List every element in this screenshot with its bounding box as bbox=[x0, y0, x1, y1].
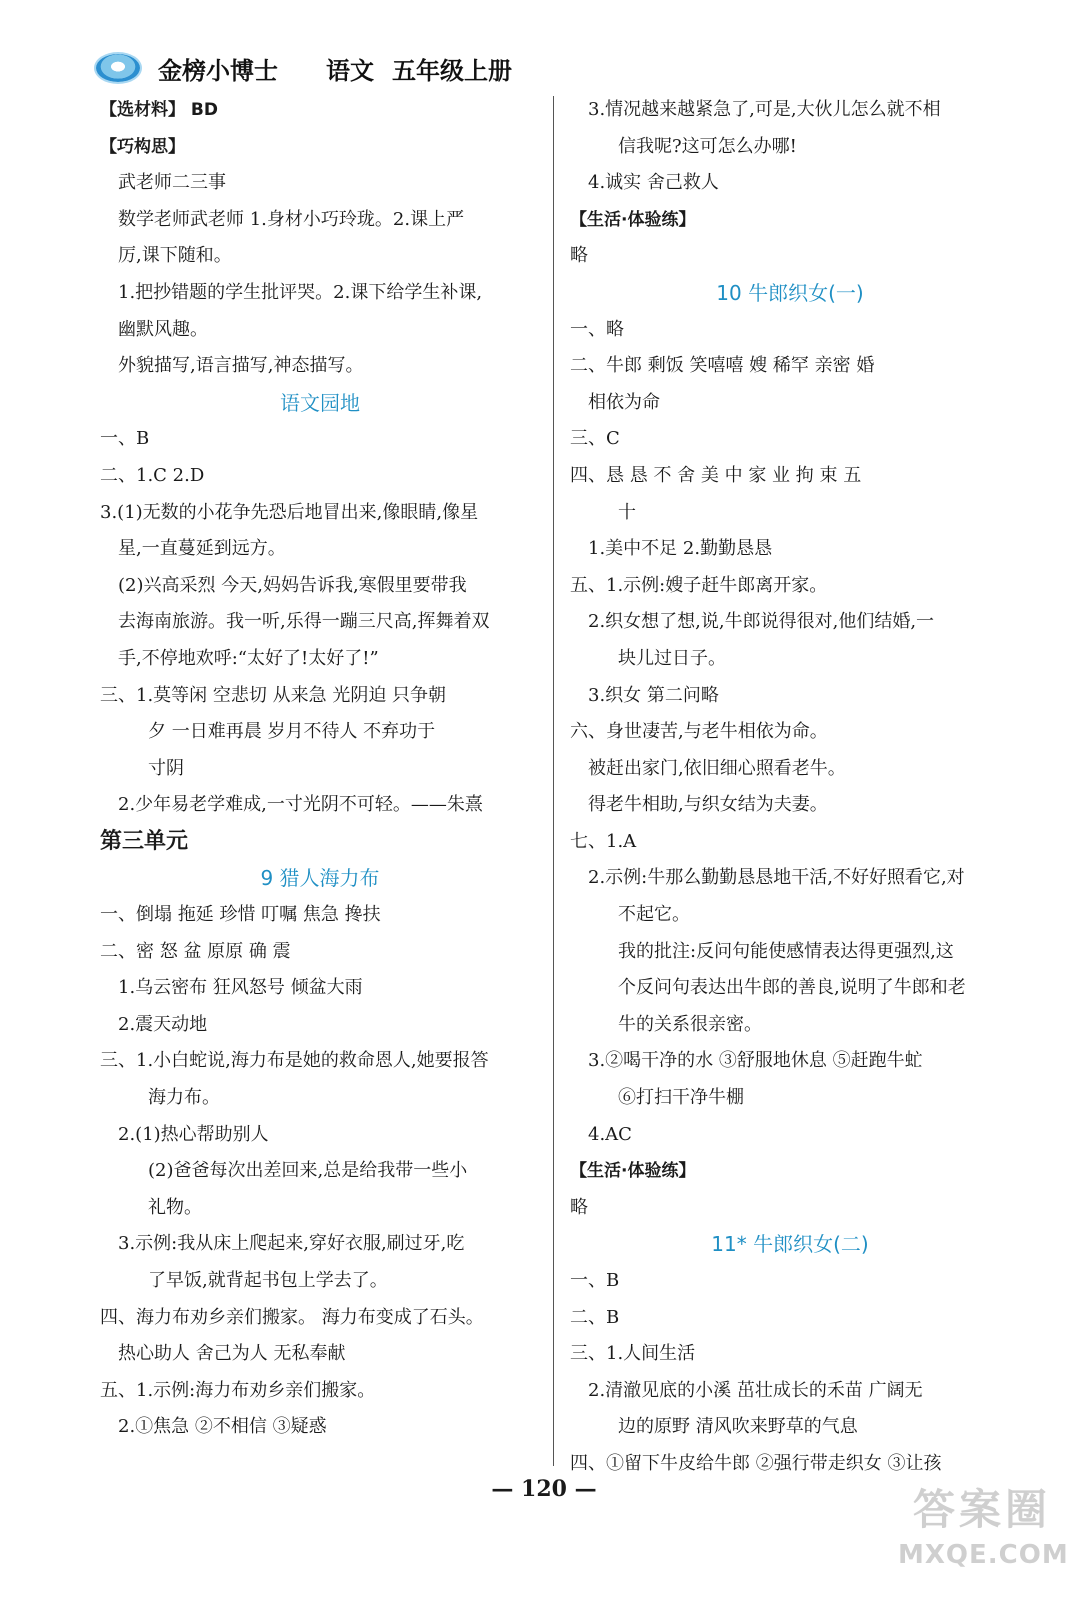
answer-line: 一、倒塌 拖延 珍惜 叮嘱 焦急 搀扶 bbox=[100, 904, 381, 926]
answer-line: 一、B bbox=[570, 1270, 620, 1291]
answer-line: 略 bbox=[570, 1196, 588, 1218]
page-number: — 120 — bbox=[491, 1476, 597, 1502]
answer-line: 3.情况越来越紧急了,可是,大伙儿怎么就不相 bbox=[588, 99, 941, 120]
answer-line: 二、牛郎 剩饭 笑嘻嘻 嫂 稀罕 亲密 婚 bbox=[570, 355, 875, 377]
page-header bbox=[96, 48, 512, 88]
header-grade: 五年级上册 bbox=[392, 56, 512, 85]
answer-line: 四、①留下牛皮给牛郎 ②强行带走织女 ③让孩 bbox=[570, 1452, 942, 1474]
answer-line: 热心助人 舍己为人 无私奉献 bbox=[118, 1343, 346, 1365]
answer-line: 去海南旅游。我一听,乐得一蹦三尺高,挥舞着双 bbox=[118, 611, 490, 633]
answer-line: 一、略 bbox=[570, 318, 624, 340]
section-label: 【生活·体验练】 bbox=[570, 1161, 696, 1182]
header-subject: 语文 bbox=[326, 56, 374, 85]
watermark bbox=[898, 1482, 1069, 1590]
answer-line: 二、B bbox=[570, 1306, 620, 1328]
answer-line: 了早饭,就背起书包上学去了。 bbox=[148, 1270, 388, 1291]
answer-line: 3.示例:我从床上爬起来,穿好衣服,刷过牙,吃 bbox=[118, 1233, 465, 1255]
answer-line: 2.清澈见底的小溪 茁壮成长的禾苗 广阔无 bbox=[588, 1379, 923, 1401]
answer-line: 三、C bbox=[570, 428, 620, 450]
answer-line: 信我呢?这可怎么办哪! bbox=[618, 135, 797, 157]
book-logo-icon bbox=[96, 54, 140, 82]
answer-line: ⑥打扫干净牛棚 bbox=[618, 1087, 744, 1109]
answer-line: 相依为命 bbox=[588, 391, 660, 413]
section-label: 【生活·体验练】 bbox=[570, 209, 696, 230]
answer-line: 二、1.C 2.D bbox=[100, 464, 205, 486]
answer-line: 1.乌云密布 狂风怒号 倾盆大雨 bbox=[118, 977, 363, 999]
answer-line: 不起它。 bbox=[618, 904, 690, 926]
answer-line: 2.织女想了想,说,牛郎说得很对,他们结婚,一 bbox=[588, 611, 935, 633]
answer-line: (2)兴高采烈 今天,妈妈告诉我,寒假里要带我 bbox=[118, 574, 467, 596]
answer-line: 3.织女 第二问略 bbox=[588, 684, 719, 706]
section-label: 【选材料】 BD bbox=[100, 100, 218, 120]
right-column bbox=[570, 92, 1010, 1483]
answer-line: 块儿过日子。 bbox=[618, 647, 726, 669]
answer-line: 五、1.示例:嫂子赶牛郎离开家。 bbox=[570, 574, 828, 596]
column-divider bbox=[553, 96, 554, 1466]
answer-line: 厉,课下随和。 bbox=[118, 245, 232, 267]
left-column bbox=[100, 92, 540, 1446]
answer-line: 五、1.示例:海力布劝乡亲们搬家。 bbox=[100, 1379, 376, 1401]
answer-line: 寸阴 bbox=[148, 757, 184, 779]
answer-line: 2.①焦急 ②不相信 ③疑惑 bbox=[118, 1416, 327, 1438]
answer-line: 边的原野 清风吹来野草的气息 bbox=[618, 1416, 858, 1438]
answer-line: 3.②喝干净的水 ③舒服地休息 ⑤赶跑牛虻 bbox=[588, 1050, 923, 1072]
watermark-url: MXQE.COM bbox=[898, 1540, 1069, 1570]
answer-line: 四、海力布劝乡亲们搬家。 海力布变成了石头。 bbox=[100, 1306, 484, 1328]
answer-line: 2.少年易老学难成,一寸光阴不可轻。——朱熹 bbox=[118, 794, 483, 816]
lesson-title: 9 猎人海力布 bbox=[260, 866, 380, 891]
lesson-title: 11* 牛郎织女(二) bbox=[711, 1232, 869, 1257]
answer-line: 牛的关系很亲密。 bbox=[618, 1013, 762, 1035]
answer-line: 略 bbox=[570, 245, 588, 267]
answer-line: 被赶出家门,依旧细心照看老牛。 bbox=[588, 757, 846, 779]
section-label: 【巧构思】 bbox=[100, 136, 185, 157]
header-brand: 金榜小博士 bbox=[158, 56, 278, 85]
answer-line: 1.把抄错题的学生批评哭。2.课下给学生补课, bbox=[118, 281, 483, 303]
answer-line: 外貌描写,语言描写,神态描写。 bbox=[118, 355, 364, 377]
answer-line: 个反问句表达出牛郎的善良,说明了牛郎和老 bbox=[618, 977, 966, 999]
answer-line: 1.美中不足 2.勤勤恳恳 bbox=[588, 538, 773, 560]
answer-line: 幽默风趣。 bbox=[118, 318, 208, 340]
answer-line: 一、B bbox=[100, 428, 150, 450]
answer-line: 十 bbox=[618, 501, 636, 523]
answer-line: 六、身世凄苦,与老牛相依为命。 bbox=[570, 721, 828, 743]
answer-line: 2.(1)热心帮助别人 bbox=[118, 1123, 269, 1145]
answer-line: 夕 一日难再晨 岁月不待人 不弃功于 bbox=[148, 721, 436, 743]
answer-line: (2)爸爸每次出差回来,总是给我带一些小 bbox=[148, 1160, 468, 1182]
answer-line: 2.震天动地 bbox=[118, 1013, 208, 1035]
answer-line: 四、恳 恳 不 舍 美 中 家 业 拘 束 五 bbox=[570, 464, 862, 486]
answer-line: 三、1.莫等闲 空悲切 从来急 光阴迫 只争朝 bbox=[100, 684, 447, 706]
answer-line: 4.诚实 舍己救人 bbox=[588, 172, 719, 194]
lesson-title: 语文园地 bbox=[280, 390, 360, 415]
answer-line: 七、1.A bbox=[570, 830, 637, 852]
unit-title: 第三单元 bbox=[100, 828, 189, 854]
lesson-title: 10 牛郎织女(一) bbox=[716, 280, 864, 305]
answer-line: 得老牛相助,与织女结为夫妻。 bbox=[588, 794, 828, 816]
answer-line: 三、1.人间生活 bbox=[570, 1343, 696, 1365]
watermark-text: 答案圈 bbox=[912, 1485, 1051, 1534]
answer-line: 4.AC bbox=[588, 1123, 632, 1145]
answer-line: 海力布。 bbox=[148, 1087, 220, 1109]
answer-line: 数学老师武老师 1.身材小巧玲珑。2.课上严 bbox=[118, 208, 465, 230]
answer-line: 手,不停地欢呼:“太好了!太好了!” bbox=[118, 647, 379, 669]
answer-line: 2.示例:牛那么勤勤恳恳地干活,不好好照看它,对 bbox=[588, 867, 965, 889]
answer-line: 星,一直蔓延到远方。 bbox=[118, 538, 286, 560]
answer-line: 3.(1)无数的小花争先恐后地冒出来,像眼睛,像星 bbox=[100, 501, 479, 523]
answer-line: 二、密 怒 盆 原原 确 震 bbox=[100, 940, 291, 962]
answer-line: 武老师二三事 bbox=[118, 172, 226, 194]
answer-line: 我的批注:反问句能使感情表达得更强烈,这 bbox=[618, 940, 954, 962]
answer-line: 礼物。 bbox=[148, 1196, 202, 1218]
answer-line: 三、1.小白蛇说,海力布是她的救命恩人,她要报答 bbox=[100, 1050, 489, 1072]
